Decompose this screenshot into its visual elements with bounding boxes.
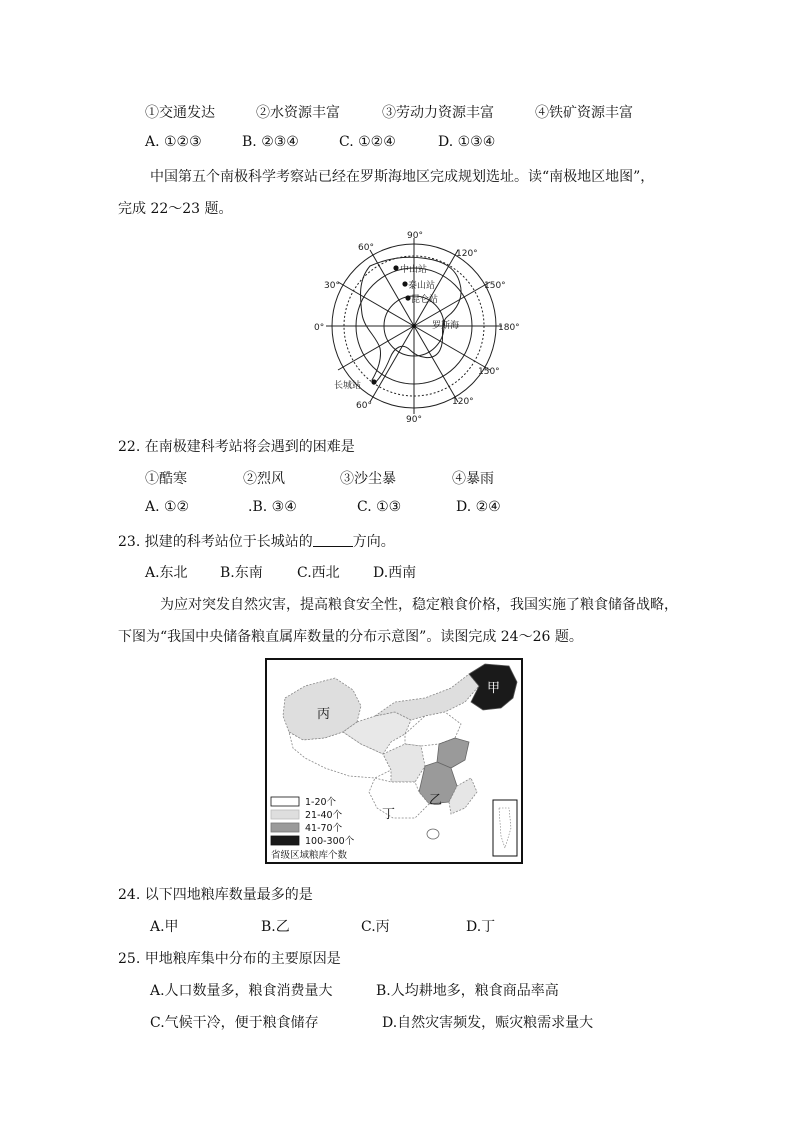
region-ding-label: 丁 <box>382 807 396 822</box>
legend-title: 省级区域粮库个数 <box>271 850 348 861</box>
intro-24-26-line1: 为应对突发自然灾害，提高粮食安全性，稳定粮食价格，我国实施了粮食储备战略， <box>160 597 678 613</box>
lon-label-bottom-right: 120° <box>452 397 474 407</box>
changcheng-label: 长城站 <box>334 381 362 391</box>
ross-sea-label: 罗斯海 <box>432 321 460 331</box>
china-grain-map <box>265 658 523 864</box>
lon-label-top: 90° <box>407 231 423 241</box>
lon-label-bottom: 90° <box>406 415 422 424</box>
kunlun-dot <box>405 295 410 300</box>
q22-item-2: ②烈风 <box>243 471 285 487</box>
intro-24-26-line2: 下图为“我国中央储备粮直属库数量的分布示意图”。读图完成 24～26 题。 <box>118 629 583 645</box>
kunlun-label: 昆仑站 <box>411 295 439 305</box>
q24-option-b: B.乙 <box>261 919 290 935</box>
q21-option-d: D. ①③④ <box>438 134 496 150</box>
q25-stem: 25. 甲地粮库集中分布的主要原因是 <box>118 951 341 967</box>
q23-stem-after: 方向。 <box>352 534 395 550</box>
q25-option-b: B.人均耕地多，粮食商品率高 <box>376 983 559 999</box>
changcheng-dot <box>371 379 376 384</box>
zhongshan-label: 中山站 <box>400 265 428 275</box>
q25-option-c: C.气候干冷，便于粮食储存 <box>150 1015 319 1031</box>
region-bing-label: 丙 <box>317 707 331 722</box>
legend-swatch-4 <box>271 836 299 845</box>
legend-swatch-1 <box>271 797 299 806</box>
q23-option-d: D.西南 <box>373 565 417 581</box>
q23-option-b: B.东南 <box>220 565 263 581</box>
q22-option-a: A. ①② <box>145 499 190 515</box>
q21-option-b: B. ②③④ <box>242 134 299 150</box>
q24-option-a: A.甲 <box>150 919 179 935</box>
q23-stem <box>118 531 395 551</box>
legend-swatch-3 <box>271 823 299 832</box>
lon-label-right: 180° <box>498 323 520 333</box>
q22-item-3: ③沙尘暴 <box>340 471 396 487</box>
legend-label-3: 41-70个 <box>305 823 343 834</box>
q22-item-4: ④暴雨 <box>452 471 494 487</box>
region-jia-label: 甲 <box>487 681 501 696</box>
q21-item-1: ①交通发达 <box>145 105 215 121</box>
lon-label-left: 0° <box>314 323 325 333</box>
q24-option-d: D.丁 <box>466 919 496 935</box>
q22-option-c: C. ①③ <box>357 499 402 515</box>
q23-option-a: A.东北 <box>145 565 188 581</box>
q21-option-a: A. ①②③ <box>145 134 202 150</box>
lon-label-right-upper: 150° <box>484 281 506 291</box>
q24-stem: 24. 以下四地粮库数量最多的是 <box>118 887 313 903</box>
q23-option-c: C.西北 <box>297 565 340 581</box>
lon-label-right-lower: 150° <box>478 367 500 377</box>
q23-answer-blank <box>313 534 353 547</box>
q22-stem: 22. 在南极建科考站将会遇到的困难是 <box>118 439 355 455</box>
q21-item-4: ④铁矿资源丰富 <box>535 105 633 121</box>
q23-stem-before: 23. 拟建的科考站位于长城站的 <box>118 534 313 550</box>
q25-option-a: A.人口数量多，粮食消费量大 <box>150 983 333 999</box>
q24-option-c: C.丙 <box>361 919 390 935</box>
legend-label-2: 21-40个 <box>305 810 343 821</box>
lon-label-top-left: 60° <box>358 243 374 253</box>
taishan-dot <box>402 281 407 286</box>
q22-option-d: D. ②④ <box>456 499 501 515</box>
antarctic-map <box>310 228 520 424</box>
lon-label-top-right: 120° <box>456 249 478 259</box>
legend-label-4: 100-300个 <box>305 836 355 847</box>
q21-item-2: ②水资源丰富 <box>256 105 340 121</box>
lon-label-bottom-left: 60° <box>356 401 372 411</box>
legend-swatch-2 <box>271 810 299 819</box>
intro-22-23-line1: 中国第五个南极科学考察站已经在罗斯海地区完成规划选址。读“南极地区地图”， <box>150 169 655 185</box>
lon-label-left-upper: 30° <box>324 281 340 291</box>
taishan-label: 泰山站 <box>408 281 436 291</box>
legend-label-1: 1-20个 <box>305 797 337 808</box>
intro-22-23-line2: 完成 22～23 题。 <box>118 201 233 217</box>
zhongshan-dot <box>393 265 398 270</box>
q21-option-c: C. ①②④ <box>339 134 396 150</box>
q25-option-d: D.自然灾害频发，赈灾粮需求量大 <box>382 1015 594 1031</box>
region-yi-label: 乙 <box>429 793 443 808</box>
q22-item-1: ①酷寒 <box>145 471 187 487</box>
q22-option-b: .B. ③④ <box>248 499 297 515</box>
q21-item-3: ③劳动力资源丰富 <box>382 105 494 121</box>
